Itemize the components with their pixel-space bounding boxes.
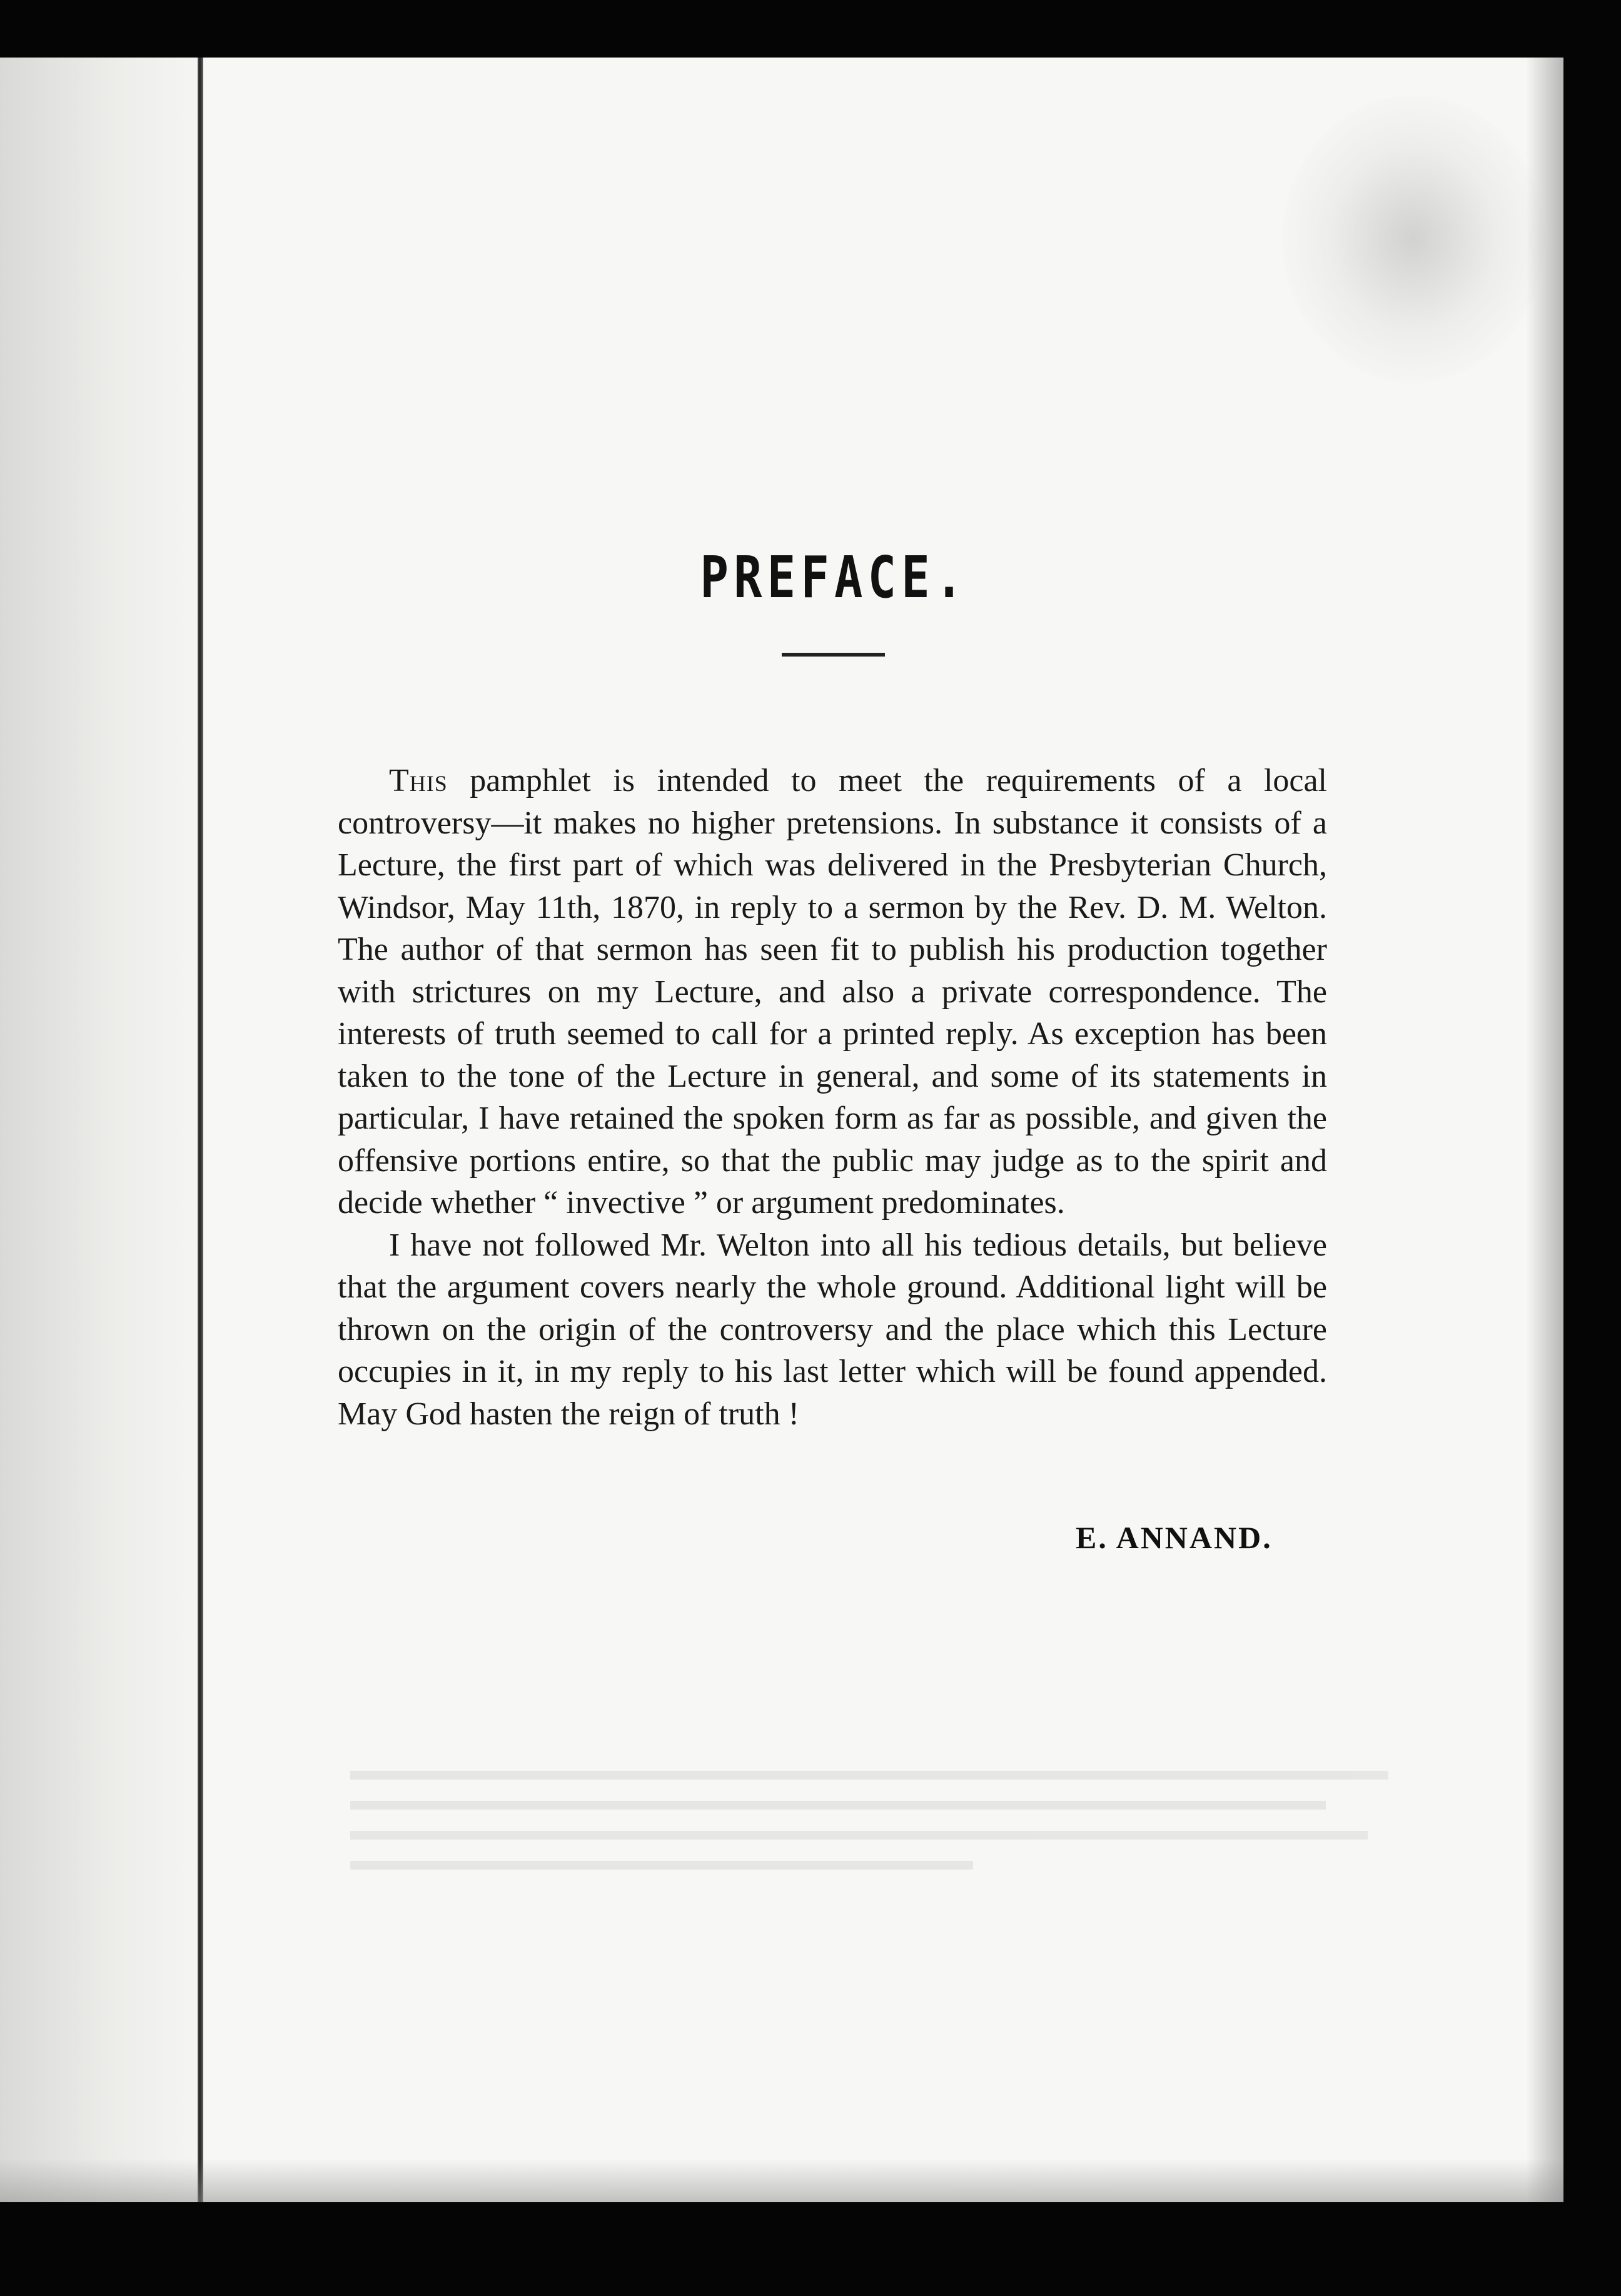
paragraph-2-text: I have not followed Mr. Welton into all his tedious details, but believe that the argument covers nearly the whole ground. Additional light will be thrown on the origin of the controversy and the place which this Lecture occupies in it, in my reply to his last letter which will be found appended. May God hasten the reign of truth !	[338, 1227, 1327, 1432]
preface-body	[338, 760, 1327, 1435]
foxing-stain	[1282, 95, 1545, 383]
page-right-shadow	[1526, 58, 1563, 2202]
author-signature: E. ANNAND.	[1076, 1520, 1273, 1555]
title-rule	[782, 653, 885, 657]
paragraph-1-text: pamphlet is intended to meet the requirements of a local controversy—it makes no higher pretensions. In substance it consists of a Lecture, the first part of which was delivered in the Presbyterian Church, Windsor, May 11th, 1870, in reply to a sermon by the Rev. D. M. Welton. The author of that sermon has seen fit to publish his production together with strictures on my Lecture, and also a private correspondence. The interests of truth seemed to call for a printed reply. As exception has been taken to the tone of the Lecture in general, and some of its statements in particular, I have retained the spoken form as far as possible, and given the offensive portions entire, so that the public may judge as to the spirit and decide whether “ invective ” or argument predominates.	[338, 763, 1327, 1221]
page-edge-shading	[0, 58, 200, 2202]
show-through-text	[350, 1771, 1388, 1921]
page-title: PREFACE.	[700, 544, 969, 611]
paragraph-2	[338, 1224, 1327, 1436]
page-bottom-shadow	[0, 2158, 1563, 2202]
paragraph-1	[338, 760, 1327, 1224]
binding-fold-line	[198, 58, 203, 2202]
paragraph-1-lead: This	[389, 763, 448, 798]
